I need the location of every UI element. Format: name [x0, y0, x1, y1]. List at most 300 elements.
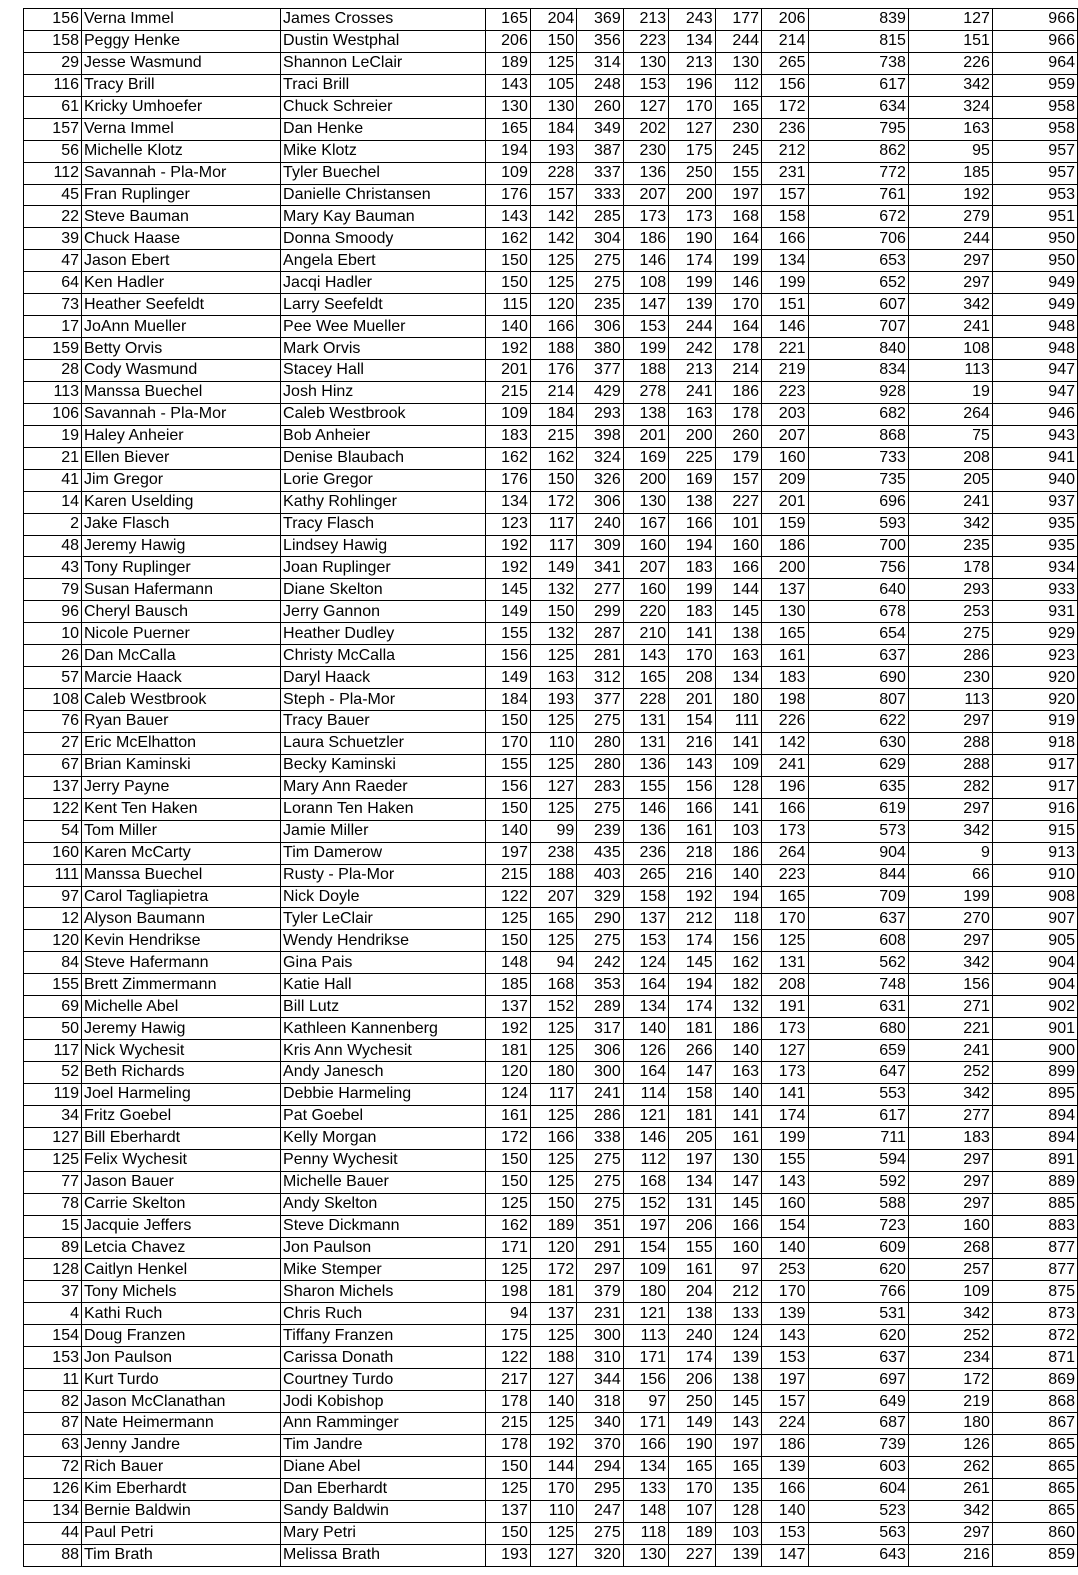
- entry-number-cell: 157: [24, 118, 82, 140]
- handicap-cell: 244: [908, 228, 992, 250]
- series-cell: 295: [577, 1478, 623, 1500]
- game3-cell: 136: [623, 162, 668, 184]
- final-total-cell: 918: [992, 732, 1077, 754]
- game2-cell: 144: [530, 1456, 576, 1478]
- game5-cell: 186: [715, 842, 761, 864]
- bowler-name-cell: Jon Paulson: [82, 1347, 281, 1369]
- game4-cell: 213: [669, 52, 715, 74]
- game4-cell: 181: [669, 1018, 715, 1040]
- game3-cell: 200: [623, 469, 668, 491]
- scratch-total-cell: 593: [808, 513, 908, 535]
- game3-cell: 228: [623, 689, 668, 711]
- game6-cell: 198: [762, 689, 808, 711]
- entry-number-cell: 14: [24, 491, 82, 513]
- game5-cell: 214: [715, 360, 761, 382]
- game1-cell: 155: [486, 623, 531, 645]
- final-total-cell: 905: [992, 930, 1077, 952]
- game1-cell: 176: [486, 469, 531, 491]
- game1-cell: 94: [486, 1303, 531, 1325]
- game1-cell: 178: [486, 1391, 531, 1413]
- handicap-cell: 185: [908, 162, 992, 184]
- game1-cell: 120: [486, 1062, 531, 1084]
- entry-number-cell: 26: [24, 645, 82, 667]
- game1-cell: 171: [486, 1237, 531, 1259]
- handicap-cell: 226: [908, 52, 992, 74]
- game5-cell: 134: [715, 667, 761, 689]
- entry-number-cell: 12: [24, 908, 82, 930]
- partner-name-cell: Bill Lutz: [281, 996, 486, 1018]
- game5-cell: 156: [715, 930, 761, 952]
- bowler-name-cell: Letcia Chavez: [82, 1237, 281, 1259]
- game1-cell: 137: [486, 1500, 531, 1522]
- game2-cell: 130: [530, 96, 576, 118]
- scratch-total-cell: 772: [808, 162, 908, 184]
- bowler-name-cell: Jason McClanathan: [82, 1391, 281, 1413]
- game6-cell: 241: [762, 754, 808, 776]
- partner-name-cell: Mark Orvis: [281, 338, 486, 360]
- game3-cell: 201: [623, 425, 668, 447]
- table-row: [24, 579, 1078, 601]
- series-cell: 281: [577, 645, 623, 667]
- series-cell: 369: [577, 9, 623, 31]
- partner-name-cell: Steph - Pla-Mor: [281, 689, 486, 711]
- series-cell: 291: [577, 1237, 623, 1259]
- series-cell: 300: [577, 1325, 623, 1347]
- bowler-name-cell: Michelle Klotz: [82, 140, 281, 162]
- scratch-total-cell: 617: [808, 74, 908, 96]
- game3-cell: 134: [623, 1456, 668, 1478]
- handicap-cell: 279: [908, 206, 992, 228]
- bowler-name-cell: Jesse Wasmund: [82, 52, 281, 74]
- game6-cell: 153: [762, 1347, 808, 1369]
- scratch-total-cell: 904: [808, 842, 908, 864]
- game1-cell: 123: [486, 513, 531, 535]
- table-row: [24, 469, 1078, 491]
- game4-cell: 127: [669, 118, 715, 140]
- entry-number-cell: 77: [24, 1171, 82, 1193]
- game5-cell: 165: [715, 1456, 761, 1478]
- game5-cell: 141: [715, 732, 761, 754]
- game6-cell: 166: [762, 1478, 808, 1500]
- table-row: [24, 996, 1078, 1018]
- game3-cell: 168: [623, 1171, 668, 1193]
- entry-number-cell: 122: [24, 798, 82, 820]
- game4-cell: 227: [669, 1544, 715, 1566]
- game6-cell: 199: [762, 272, 808, 294]
- table-row: [24, 601, 1078, 623]
- game5-cell: 109: [715, 754, 761, 776]
- series-cell: 377: [577, 689, 623, 711]
- table-row: [24, 1237, 1078, 1259]
- final-total-cell: 895: [992, 1083, 1077, 1105]
- final-total-cell: 885: [992, 1193, 1077, 1215]
- partner-name-cell: Michelle Bauer: [281, 1171, 486, 1193]
- game4-cell: 170: [669, 96, 715, 118]
- final-total-cell: 947: [992, 360, 1077, 382]
- handicap-cell: 95: [908, 140, 992, 162]
- handicap-cell: 230: [908, 667, 992, 689]
- entry-number-cell: 108: [24, 689, 82, 711]
- game1-cell: 165: [486, 9, 531, 31]
- final-total-cell: 917: [992, 776, 1077, 798]
- game2-cell: 125: [530, 272, 576, 294]
- game3-cell: 180: [623, 1281, 668, 1303]
- partner-name-cell: Traci Brill: [281, 74, 486, 96]
- game6-cell: 264: [762, 842, 808, 864]
- game3-cell: 136: [623, 754, 668, 776]
- final-total-cell: 958: [992, 118, 1077, 140]
- partner-name-cell: Chris Ruch: [281, 1303, 486, 1325]
- partner-name-cell: Katie Hall: [281, 974, 486, 996]
- game2-cell: 166: [530, 1127, 576, 1149]
- series-cell: 275: [577, 930, 623, 952]
- game1-cell: 150: [486, 1149, 531, 1171]
- game2-cell: 176: [530, 360, 576, 382]
- game4-cell: 145: [669, 952, 715, 974]
- scratch-total-cell: 588: [808, 1193, 908, 1215]
- scores-table: [23, 8, 1078, 1567]
- partner-name-cell: Kelly Morgan: [281, 1127, 486, 1149]
- scratch-total-cell: 629: [808, 754, 908, 776]
- entry-number-cell: 159: [24, 338, 82, 360]
- scratch-total-cell: 862: [808, 140, 908, 162]
- handicap-cell: 241: [908, 316, 992, 338]
- game5-cell: 160: [715, 535, 761, 557]
- game6-cell: 236: [762, 118, 808, 140]
- game6-cell: 265: [762, 52, 808, 74]
- series-cell: 283: [577, 776, 623, 798]
- entry-number-cell: 2: [24, 513, 82, 535]
- game1-cell: 124: [486, 1083, 531, 1105]
- partner-name-cell: Melissa Brath: [281, 1544, 486, 1566]
- game5-cell: 168: [715, 206, 761, 228]
- game6-cell: 165: [762, 886, 808, 908]
- bowler-name-cell: Caitlyn Henkel: [82, 1259, 281, 1281]
- table-row: [24, 667, 1078, 689]
- scratch-total-cell: 562: [808, 952, 908, 974]
- game2-cell: 110: [530, 1500, 576, 1522]
- bowler-name-cell: Jerry Payne: [82, 776, 281, 798]
- series-cell: 286: [577, 1105, 623, 1127]
- series-cell: 333: [577, 184, 623, 206]
- game3-cell: 97: [623, 1391, 668, 1413]
- game2-cell: 181: [530, 1281, 576, 1303]
- bowler-name-cell: Brian Kaminski: [82, 754, 281, 776]
- final-total-cell: 894: [992, 1127, 1077, 1149]
- game5-cell: 197: [715, 184, 761, 206]
- game5-cell: 144: [715, 579, 761, 601]
- scratch-total-cell: 573: [808, 820, 908, 842]
- bowler-name-cell: Fran Ruplinger: [82, 184, 281, 206]
- game3-cell: 153: [623, 930, 668, 952]
- game4-cell: 149: [669, 1413, 715, 1435]
- series-cell: 231: [577, 1303, 623, 1325]
- game5-cell: 155: [715, 162, 761, 184]
- game2-cell: 117: [530, 1083, 576, 1105]
- handicap-cell: 297: [908, 250, 992, 272]
- entry-number-cell: 160: [24, 842, 82, 864]
- final-total-cell: 867: [992, 1413, 1077, 1435]
- game5-cell: 145: [715, 1391, 761, 1413]
- entry-number-cell: 41: [24, 469, 82, 491]
- handicap-cell: 297: [908, 1522, 992, 1544]
- table-row: [24, 1062, 1078, 1084]
- series-cell: 289: [577, 996, 623, 1018]
- handicap-cell: 297: [908, 272, 992, 294]
- table-row: [24, 1083, 1078, 1105]
- game4-cell: 213: [669, 360, 715, 382]
- scratch-total-cell: 682: [808, 403, 908, 425]
- handicap-cell: 208: [908, 447, 992, 469]
- entry-number-cell: 64: [24, 272, 82, 294]
- final-total-cell: 869: [992, 1369, 1077, 1391]
- final-total-cell: 916: [992, 798, 1077, 820]
- game6-cell: 157: [762, 1391, 808, 1413]
- game3-cell: 265: [623, 864, 668, 886]
- game6-cell: 139: [762, 1456, 808, 1478]
- final-total-cell: 948: [992, 338, 1077, 360]
- game6-cell: 174: [762, 1105, 808, 1127]
- game2-cell: 127: [530, 1369, 576, 1391]
- table-row: [24, 864, 1078, 886]
- game4-cell: 170: [669, 1478, 715, 1500]
- game5-cell: 133: [715, 1303, 761, 1325]
- final-total-cell: 899: [992, 1062, 1077, 1084]
- scratch-total-cell: 523: [808, 1500, 908, 1522]
- game5-cell: 194: [715, 886, 761, 908]
- scratch-total-cell: 607: [808, 294, 908, 316]
- handicap-cell: 342: [908, 513, 992, 535]
- bowler-name-cell: Heather Seefeldt: [82, 294, 281, 316]
- game6-cell: 199: [762, 1127, 808, 1149]
- table-row: [24, 381, 1078, 403]
- game3-cell: 171: [623, 1413, 668, 1435]
- final-total-cell: 946: [992, 403, 1077, 425]
- final-total-cell: 865: [992, 1478, 1077, 1500]
- game1-cell: 215: [486, 1413, 531, 1435]
- series-cell: 337: [577, 162, 623, 184]
- game1-cell: 215: [486, 381, 531, 403]
- handicap-cell: 216: [908, 1544, 992, 1566]
- game4-cell: 200: [669, 184, 715, 206]
- series-cell: 280: [577, 754, 623, 776]
- game3-cell: 130: [623, 491, 668, 513]
- scratch-total-cell: 647: [808, 1062, 908, 1084]
- game3-cell: 236: [623, 842, 668, 864]
- handicap-cell: 180: [908, 1413, 992, 1435]
- game2-cell: 125: [530, 798, 576, 820]
- scratch-total-cell: 634: [808, 96, 908, 118]
- game2-cell: 180: [530, 1062, 576, 1084]
- game3-cell: 158: [623, 886, 668, 908]
- game6-cell: 143: [762, 1171, 808, 1193]
- game6-cell: 186: [762, 535, 808, 557]
- entry-number-cell: 153: [24, 1347, 82, 1369]
- game5-cell: 166: [715, 557, 761, 579]
- game5-cell: 97: [715, 1259, 761, 1281]
- game1-cell: 165: [486, 118, 531, 140]
- game2-cell: 117: [530, 535, 576, 557]
- table-row: [24, 9, 1078, 31]
- entry-number-cell: 112: [24, 162, 82, 184]
- partner-name-cell: Angela Ebert: [281, 250, 486, 272]
- game1-cell: 130: [486, 96, 531, 118]
- scratch-total-cell: 640: [808, 579, 908, 601]
- table-row: [24, 403, 1078, 425]
- final-total-cell: 920: [992, 667, 1077, 689]
- game5-cell: 145: [715, 1193, 761, 1215]
- final-total-cell: 948: [992, 316, 1077, 338]
- game5-cell: 212: [715, 1281, 761, 1303]
- bowler-name-cell: Carol Tagliapietra: [82, 886, 281, 908]
- final-total-cell: 873: [992, 1303, 1077, 1325]
- game1-cell: 125: [486, 1193, 531, 1215]
- series-cell: 275: [577, 1193, 623, 1215]
- table-row: [24, 1215, 1078, 1237]
- bowler-name-cell: Bill Eberhardt: [82, 1127, 281, 1149]
- game2-cell: 125: [530, 1149, 576, 1171]
- bowler-name-cell: Haley Anheier: [82, 425, 281, 447]
- entry-number-cell: 54: [24, 820, 82, 842]
- entry-number-cell: 87: [24, 1413, 82, 1435]
- game5-cell: 128: [715, 1500, 761, 1522]
- series-cell: 377: [577, 360, 623, 382]
- handicap-cell: 66: [908, 864, 992, 886]
- table-row: [24, 30, 1078, 52]
- game3-cell: 146: [623, 798, 668, 820]
- scratch-total-cell: 680: [808, 1018, 908, 1040]
- game1-cell: 150: [486, 1456, 531, 1478]
- game4-cell: 166: [669, 513, 715, 535]
- scratch-total-cell: 739: [808, 1434, 908, 1456]
- game3-cell: 188: [623, 360, 668, 382]
- game6-cell: 159: [762, 513, 808, 535]
- game1-cell: 162: [486, 447, 531, 469]
- game5-cell: 138: [715, 623, 761, 645]
- handicap-cell: 235: [908, 535, 992, 557]
- game5-cell: 132: [715, 996, 761, 1018]
- bowler-name-cell: Brett Zimmermann: [82, 974, 281, 996]
- game6-cell: 214: [762, 30, 808, 52]
- game5-cell: 177: [715, 9, 761, 31]
- final-total-cell: 959: [992, 74, 1077, 96]
- partner-name-cell: Sharon Michels: [281, 1281, 486, 1303]
- game3-cell: 167: [623, 513, 668, 535]
- game2-cell: 142: [530, 206, 576, 228]
- game2-cell: 163: [530, 667, 576, 689]
- game4-cell: 165: [669, 1456, 715, 1478]
- series-cell: 312: [577, 667, 623, 689]
- game2-cell: 152: [530, 996, 576, 1018]
- entry-number-cell: 56: [24, 140, 82, 162]
- game2-cell: 110: [530, 732, 576, 754]
- final-total-cell: 931: [992, 601, 1077, 623]
- final-total-cell: 935: [992, 535, 1077, 557]
- game6-cell: 155: [762, 1149, 808, 1171]
- series-cell: 403: [577, 864, 623, 886]
- series-cell: 285: [577, 206, 623, 228]
- game6-cell: 166: [762, 798, 808, 820]
- game5-cell: 178: [715, 403, 761, 425]
- game1-cell: 137: [486, 996, 531, 1018]
- entry-number-cell: 29: [24, 52, 82, 74]
- game6-cell: 208: [762, 974, 808, 996]
- game6-cell: 191: [762, 996, 808, 1018]
- game6-cell: 153: [762, 1522, 808, 1544]
- scratch-total-cell: 654: [808, 623, 908, 645]
- game3-cell: 173: [623, 206, 668, 228]
- game4-cell: 154: [669, 711, 715, 733]
- scratch-total-cell: 766: [808, 1281, 908, 1303]
- game1-cell: 184: [486, 689, 531, 711]
- game4-cell: 158: [669, 1083, 715, 1105]
- game5-cell: 130: [715, 1149, 761, 1171]
- scratch-total-cell: 643: [808, 1544, 908, 1566]
- partner-name-cell: Mary Kay Bauman: [281, 206, 486, 228]
- scratch-total-cell: 687: [808, 1413, 908, 1435]
- series-cell: 300: [577, 1062, 623, 1084]
- final-total-cell: 964: [992, 52, 1077, 74]
- final-total-cell: 891: [992, 1149, 1077, 1171]
- partner-name-cell: Christy McCalla: [281, 645, 486, 667]
- handicap-cell: 342: [908, 1500, 992, 1522]
- handicap-cell: 271: [908, 996, 992, 1018]
- game2-cell: 125: [530, 250, 576, 272]
- game4-cell: 218: [669, 842, 715, 864]
- bowler-name-cell: Ellen Biever: [82, 447, 281, 469]
- series-cell: 297: [577, 1259, 623, 1281]
- game2-cell: 127: [530, 1544, 576, 1566]
- bowler-name-cell: Jake Flasch: [82, 513, 281, 535]
- game5-cell: 182: [715, 974, 761, 996]
- series-cell: 429: [577, 381, 623, 403]
- game6-cell: 209: [762, 469, 808, 491]
- handicap-cell: 109: [908, 1281, 992, 1303]
- game2-cell: 184: [530, 403, 576, 425]
- table-row: [24, 1413, 1078, 1435]
- final-total-cell: 947: [992, 381, 1077, 403]
- final-total-cell: 908: [992, 886, 1077, 908]
- table-row: [24, 623, 1078, 645]
- scratch-total-cell: 553: [808, 1083, 908, 1105]
- partner-name-cell: Danielle Christansen: [281, 184, 486, 206]
- partner-name-cell: Tiffany Franzen: [281, 1325, 486, 1347]
- final-total-cell: 935: [992, 513, 1077, 535]
- game4-cell: 250: [669, 1391, 715, 1413]
- entry-number-cell: 113: [24, 381, 82, 403]
- final-total-cell: 934: [992, 557, 1077, 579]
- game5-cell: 260: [715, 425, 761, 447]
- handicap-cell: 108: [908, 338, 992, 360]
- entry-number-cell: 111: [24, 864, 82, 886]
- handicap-cell: 268: [908, 1237, 992, 1259]
- game4-cell: 163: [669, 403, 715, 425]
- game1-cell: 150: [486, 711, 531, 733]
- game2-cell: 99: [530, 820, 576, 842]
- final-total-cell: 937: [992, 491, 1077, 513]
- table-row: [24, 96, 1078, 118]
- game1-cell: 198: [486, 1281, 531, 1303]
- game4-cell: 134: [669, 1171, 715, 1193]
- game3-cell: 134: [623, 996, 668, 1018]
- bowler-name-cell: Kent Ten Haken: [82, 798, 281, 820]
- game3-cell: 112: [623, 1149, 668, 1171]
- table-row: [24, 1040, 1078, 1062]
- entry-number-cell: 82: [24, 1391, 82, 1413]
- partner-name-cell: Tim Damerow: [281, 842, 486, 864]
- partner-name-cell: Nick Doyle: [281, 886, 486, 908]
- game2-cell: 117: [530, 513, 576, 535]
